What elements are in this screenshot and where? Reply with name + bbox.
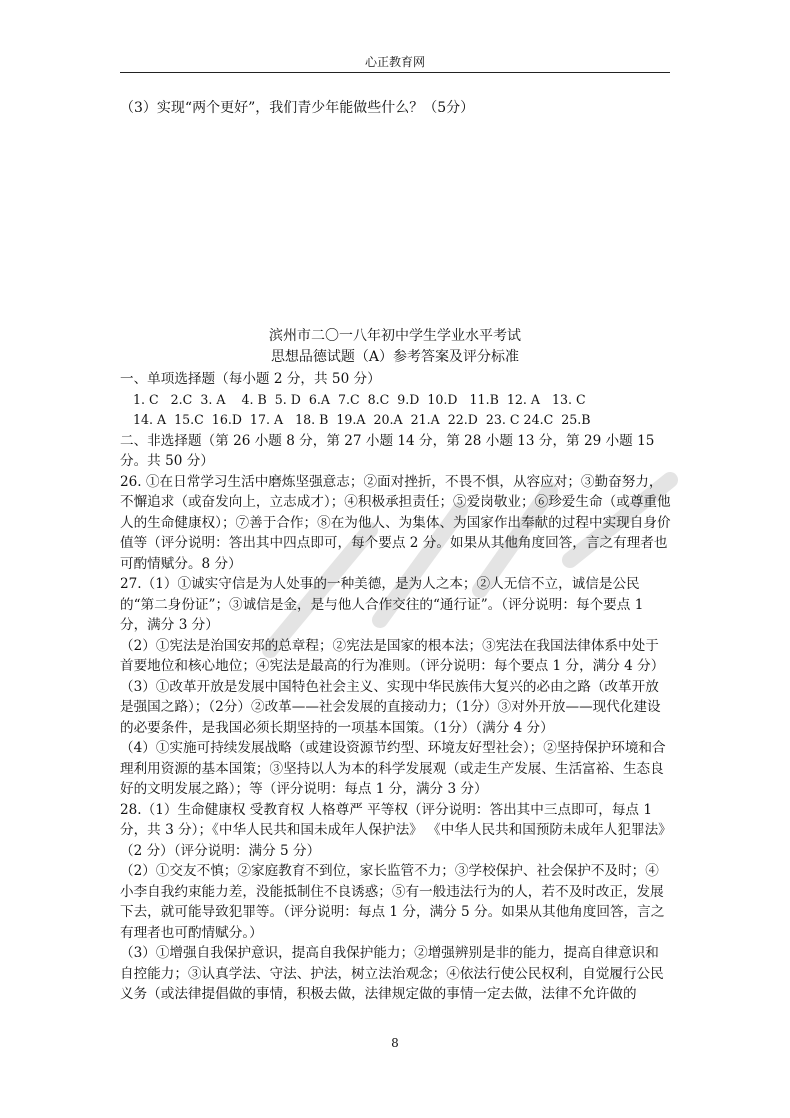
mc-answers-row1: 1. C 2.C 3. A 4. B 5. D 6.A 7.C 8.C 9.D 10.D 11.B 12. A 13. C	[133, 391, 586, 407]
question-3: （3）实现“两个更好”，我们青少年能做些什么？（5分）	[120, 100, 475, 116]
q27-part4: （4）①实施可持续发展战略（或建设资源节约型、环境友好型社会）；②坚持保护环境和合理利用资源的基本国策；③坚持以人为本的科学发展观（或走生产发展、生活富裕、生态良好的文明发展之路）；等（评分说明：每点 1 分，满分 3 分）	[120, 740, 666, 797]
exam-title: 滨州市二〇一八年初中学生学业水平考试	[269, 328, 521, 344]
page-number: 8	[391, 1036, 399, 1050]
exam-subtitle: 思想品德试题（A）参考答案及评分标准	[270, 349, 520, 365]
mc-answers-row2: 14. A 15.C 16.D 17. A 18. B 19.A 20.A 21.A 22.D 23. C 24.C 25.B	[133, 412, 591, 427]
q28-part1: 28.（1）生命健康权 受教育权 人格尊严 平等权（评分说明：答出其中三点即可，每点 1 分，共 3 分）；《中华人民共和国未成年人保护法》 《中华人民共和国预防未成年人犯罪法》（2 分）（评分说明：满分 5 分）	[120, 801, 672, 859]
q27-part2: （2）①宪法是治国安邦的总章程；②宪法是国家的根本法；③宪法在我国法律体系中处于首要地位和核心地位；④宪法是最高的行为准则。（评分说明：每个要点 1 分，满分 4 分）	[120, 637, 665, 674]
q28-part2: （2）①交友不慎；②家庭教育不到位，家长监管不力；③学校保护、社会保护不及时；④小李自我约束能力差，没能抵制住不良诱惑；⑤有一般违法行为的人，若不及时改正，发展下去，就可能导致犯罪等。（评分说明：每点 1 分，满分 5 分。如果从其他角度回答，言之有理者也可酌情赋分。）	[120, 863, 665, 941]
q28-part3: （3）①增强自我保护意识，提高自我保护能力；②增强辨别是非的能力，提高自律意识和自控能力；③认真学法、守法、护法，树立法治观念；④依法行使公民权利，自觉履行公民义务（或法律提倡做的事情，积极去做，法律规定做的事情一定去做，法律不允许做的	[120, 945, 664, 1002]
q26-answer: 26. ①在日常学习生活中磨炼坚强意志；②面对挫折，不畏不惧，从容应对；③勤奋努力，不懈追求（或奋发向上，立志成才）；④积极承担责任；⑤爱岗敬业；⑥珍爱生命（或尊重他人的生命健康权）；⑦善于合作；⑧在为他人、为集体、为国家作出奉献的过程中实现自身价值等（评分说明：答出其中四点即可，每个要点 2 分。如果从其他角度回答，言之有理者也可酌情赋分。8 分）	[120, 473, 671, 572]
section1-heading: 一、单项选择题（每小题 2 分，共 50 分）	[120, 371, 381, 387]
page-header: 心正教育网	[120, 52, 670, 73]
answer-key	[120, 369, 672, 1005]
q27-part3: （3）①改革开放是发展中国特色社会主义、实现中华民族伟大复兴的必由之路（改革开放是强国之路）；（2分）②改革——社会发展的直接动力；（1分）③对外开放——现代化建设的必要条件，是我国必须长期坚持的一项基本国策。（1分）（满分 4 分）	[120, 678, 661, 736]
section2-heading: 二、非选择题（第 26 小题 8 分，第 27 小题 14 分，第 28 小题 13 分，第 29 小题 15 分。共 50 分）	[120, 432, 655, 469]
q27-part1: 27.（1）①诚实守信是为人处事的一种美德，是为人之本；②人无信不立，诚信是公民的“第二身份证”；③诚信是金，是与他人合作交往的“通行证”。（评分说明：每个要点 1 分，满分 3 分）	[120, 576, 644, 633]
